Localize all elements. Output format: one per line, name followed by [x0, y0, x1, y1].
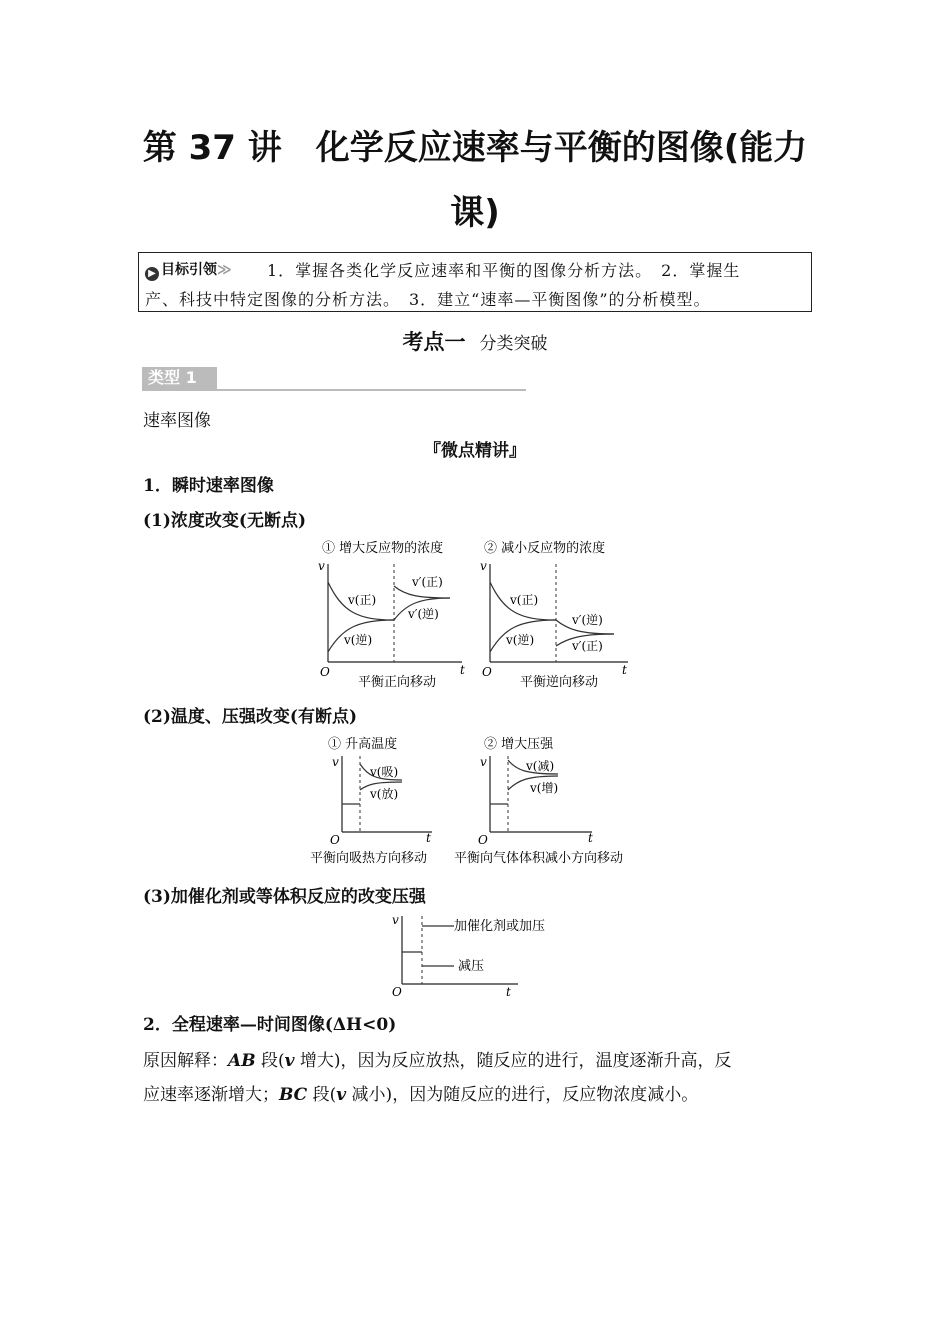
type-tag: 类型 1 — [142, 367, 217, 389]
weidian-heading: 『微点精讲』 — [424, 441, 526, 461]
label-v-decrease: v(减) — [526, 759, 555, 773]
label-v-forward: v(正) — [348, 593, 377, 607]
label-v-forward-new: v′(正) — [572, 639, 603, 653]
origin-label: O — [330, 833, 340, 847]
axis-label-t: t — [588, 831, 593, 845]
graph2-caption: 平衡逆向移动 — [520, 675, 599, 690]
para-ab: AB — [228, 1051, 256, 1071]
topic-heading: 速率图像 — [143, 411, 211, 431]
axis-label-v: v — [480, 755, 487, 769]
label-v-reverse-new: v′(逆) — [572, 613, 603, 627]
explanation-paragraph — [143, 1044, 813, 1112]
goal-text-line2: 产、科技中特定图像的分析方法。 3．建立“速率—平衡图像”的分析模型。 — [145, 290, 711, 309]
goal-text-line1: 1．掌握各类化学反应速率和平衡的图像分析方法。 2．掌握生 — [267, 261, 741, 280]
label-v-increase: v(增) — [530, 781, 559, 795]
graph4-title: ② 增大压强 — [484, 737, 554, 752]
graph3-title: ① 升高温度 — [328, 737, 398, 752]
graph-catalyst — [388, 910, 568, 1002]
para-text: 原因解释： — [143, 1051, 228, 1071]
axis-label-t: t — [460, 663, 465, 677]
sub2-heading: (2)温度、压强改变(有断点) — [143, 707, 358, 727]
section-heading-main: 考点一 — [402, 329, 466, 354]
item2-heading: 2．全程速率—时间图像(ΔH<0) — [143, 1015, 397, 1035]
sub1-heading: (1)浓度改变(无断点) — [143, 511, 307, 531]
label-v-endothermic: v(吸) — [370, 765, 399, 779]
label-v-exothermic: v(放) — [370, 787, 399, 801]
label-v-reverse: v(逆) — [344, 633, 373, 647]
type-divider — [142, 389, 526, 391]
graph2-title: ② 减小反应物的浓度 — [484, 541, 606, 556]
axis-label-v: v — [332, 755, 339, 769]
page-title-line2: 课) — [450, 193, 500, 233]
section-heading — [0, 326, 950, 356]
para-text: 应速率逐渐增大； — [143, 1085, 279, 1105]
axis-label-v: v — [318, 559, 325, 573]
para-v: v — [336, 1085, 347, 1105]
origin-label: O — [482, 665, 492, 679]
graphs-temperature-pressure — [306, 732, 652, 870]
para-v: v — [284, 1051, 295, 1071]
graph-raise-pressure — [454, 736, 623, 866]
goal-box — [138, 252, 812, 312]
para-text: 减小)，因为随反应的进行，反应物浓度减小。 — [346, 1085, 699, 1105]
goal-tag-label: 目标引领 — [161, 262, 217, 278]
sub3-heading: (3)加催化剂或等体积反应的改变压强 — [143, 887, 426, 907]
origin-label: O — [478, 833, 488, 847]
graph4-caption: 平衡向气体体积减小方向移动 — [454, 851, 624, 866]
label-v-forward: v(正) — [510, 593, 539, 607]
axis-label-t: t — [506, 985, 511, 999]
para-text: 段( — [255, 1051, 285, 1071]
label-catalyst-pressure: 加催化剂或加压 — [454, 919, 546, 934]
axis-label-v: v — [392, 913, 399, 927]
play-icon: ▶ — [145, 267, 159, 281]
para-text: 增大)，因为反应放热，随反应的进行，温度逐渐升高，反 — [294, 1051, 732, 1071]
axis-label-v: v — [480, 559, 487, 573]
para-text: 段( — [307, 1085, 337, 1105]
graph-raise-temperature — [310, 736, 432, 866]
axis-label-t: t — [426, 831, 431, 845]
graphs-concentration — [310, 534, 640, 694]
page-title-line1: 第 37 讲 化学反应速率与平衡的图像(能力 — [142, 128, 808, 168]
origin-label: O — [392, 985, 402, 999]
origin-label: O — [320, 665, 330, 679]
graph-increase-reactant — [318, 540, 465, 690]
section-heading-sub: 分类突破 — [479, 334, 548, 354]
graph-decrease-reactant — [480, 540, 628, 690]
chevron-right-icon: ≫ — [217, 262, 232, 278]
graph1-caption: 平衡正向移动 — [358, 675, 437, 690]
label-v-reverse-new: v′(逆) — [408, 607, 439, 621]
label-decompress: 减压 — [458, 959, 485, 974]
goal-tag — [145, 259, 232, 281]
graph1-title: ① 增大反应物的浓度 — [322, 541, 444, 556]
label-v-reverse: v(逆) — [506, 633, 535, 647]
item1-heading: 1．瞬时速率图像 — [143, 476, 274, 496]
para-bc: BC — [279, 1085, 308, 1105]
label-v-forward-new: v′(正) — [412, 575, 443, 589]
axis-label-t: t — [622, 663, 627, 677]
graph3-caption: 平衡向吸热方向移动 — [310, 851, 428, 866]
